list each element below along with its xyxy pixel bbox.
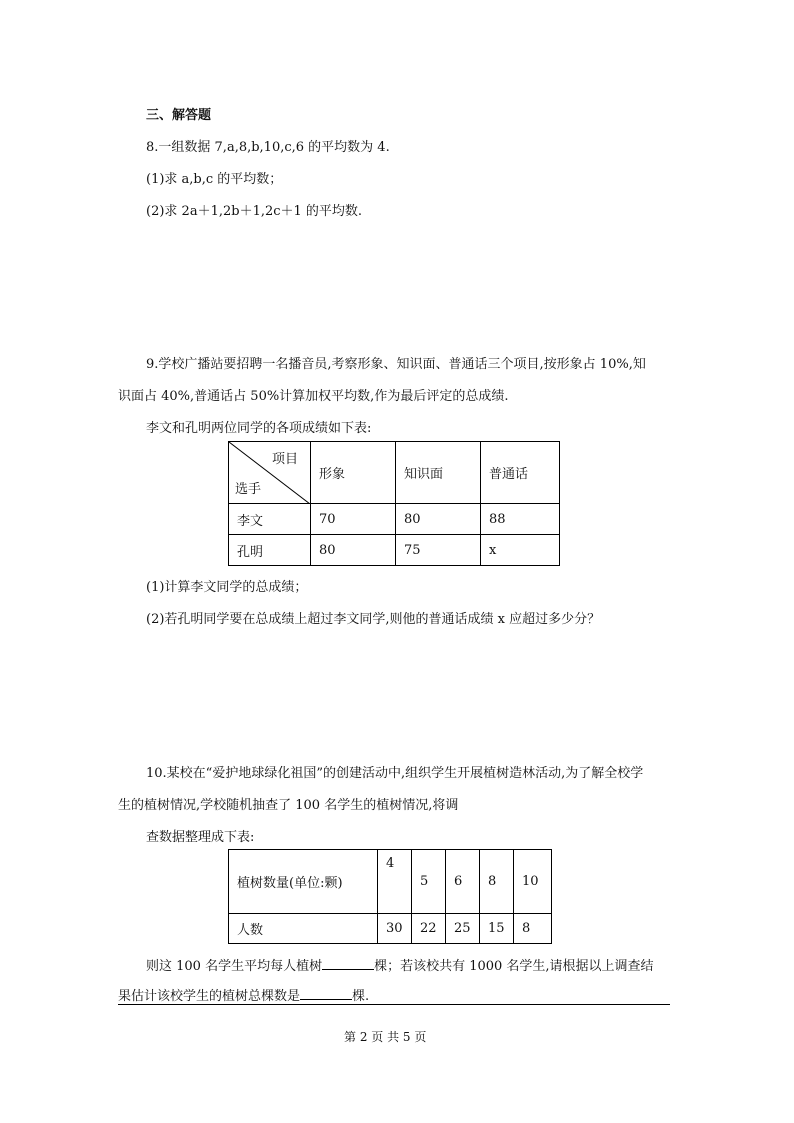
q9-table-intro: 李文和孔明两位同学的各项成绩如下表: xyxy=(146,421,372,436)
answer-text: 果估计该校学生的植树总棵数是 xyxy=(118,989,301,1004)
q10-answer-line1 xyxy=(146,955,654,974)
corner-top-label: 项目 xyxy=(271,452,298,467)
table-row xyxy=(229,850,552,914)
table-cell: 15 xyxy=(480,914,514,944)
table-cell: 22 xyxy=(412,914,446,944)
table-cell: 30 xyxy=(378,914,412,944)
table-cell: 80 xyxy=(311,535,396,566)
table-cell: 4 xyxy=(378,850,412,914)
table-cell: 88 xyxy=(481,504,560,535)
q8-part2: (2)求 2a＋1,2b＋1,2c＋1 的平均数. xyxy=(146,204,363,219)
answer-text: 棵. xyxy=(352,989,370,1004)
table-cell: 10 xyxy=(514,850,552,914)
header-cell: 形象 xyxy=(311,442,396,504)
row-name: 李文 xyxy=(229,504,311,535)
table-cell: 25 xyxy=(446,914,480,944)
footer-divider xyxy=(118,1004,670,1005)
section-heading: 三、解答题 xyxy=(146,108,212,123)
score-table xyxy=(228,441,560,566)
row-name: 孔明 xyxy=(229,535,311,566)
q10-stem-line1: 10.某校在“爱护地球绿化祖国”的创建活动中,组织学生开展植树造林活动,为了解全校学 xyxy=(146,766,644,781)
q9-part2: (2)若孔明同学要在总成绩上超过李文同学,则他的普通话成绩 x 应超过多少分？ xyxy=(146,612,601,627)
page-number: 第 2 页 共 5 页 xyxy=(344,1030,427,1044)
answer-blank[interactable] xyxy=(300,987,352,1000)
q8-stem: 8.一组数据 7,a,8,b,10,c,6 的平均数为 4. xyxy=(146,140,390,155)
corner-bottom-label: 选手 xyxy=(235,482,262,497)
q10-stem-line2: 生的植树情况,学校随机抽查了 100 名学生的植树情况,将调 xyxy=(118,798,459,813)
table-cell: 70 xyxy=(311,504,396,535)
header-cell: 普通话 xyxy=(481,442,560,504)
table-cell: x xyxy=(481,535,560,566)
q8-part1: (1)求 a,b,c 的平均数； xyxy=(146,172,283,187)
table-cell: 75 xyxy=(396,535,481,566)
answer-text: 则这 100 名学生平均每人植树 xyxy=(146,959,323,974)
table-row xyxy=(229,504,560,535)
table-cell: 6 xyxy=(446,850,480,914)
table-cell: 5 xyxy=(412,850,446,914)
q9-stem-line2: 识面占 40%,普通话占 50%计算加权平均数,作为最后评定的总成绩. xyxy=(118,389,509,404)
table-row xyxy=(229,914,552,944)
answer-blank[interactable] xyxy=(322,957,374,970)
q10-answer-line2 xyxy=(118,985,369,1004)
table-cell: 8 xyxy=(514,914,552,944)
header-cell: 知识面 xyxy=(396,442,481,504)
answer-text: 棵；若该校共有 1000 名学生,请根据以上调查结 xyxy=(374,959,654,974)
q9-part1: (1)计算李文同学的总成绩； xyxy=(146,580,308,595)
table-cell: 80 xyxy=(396,504,481,535)
table-cell: 8 xyxy=(480,850,514,914)
corner-cell xyxy=(229,442,311,504)
row-label: 植树数量(单位:颗) xyxy=(229,850,378,914)
q9-stem-line1: 9.学校广播站要招聘一名播音员,考察形象、知识面、普通话三个项目,按形象占 10%,知 xyxy=(146,357,646,372)
q10-stem-line3: 查数据整理成下表: xyxy=(146,830,255,845)
table-row xyxy=(229,535,560,566)
row-label: 人数 xyxy=(229,914,378,944)
tree-table xyxy=(228,849,552,944)
